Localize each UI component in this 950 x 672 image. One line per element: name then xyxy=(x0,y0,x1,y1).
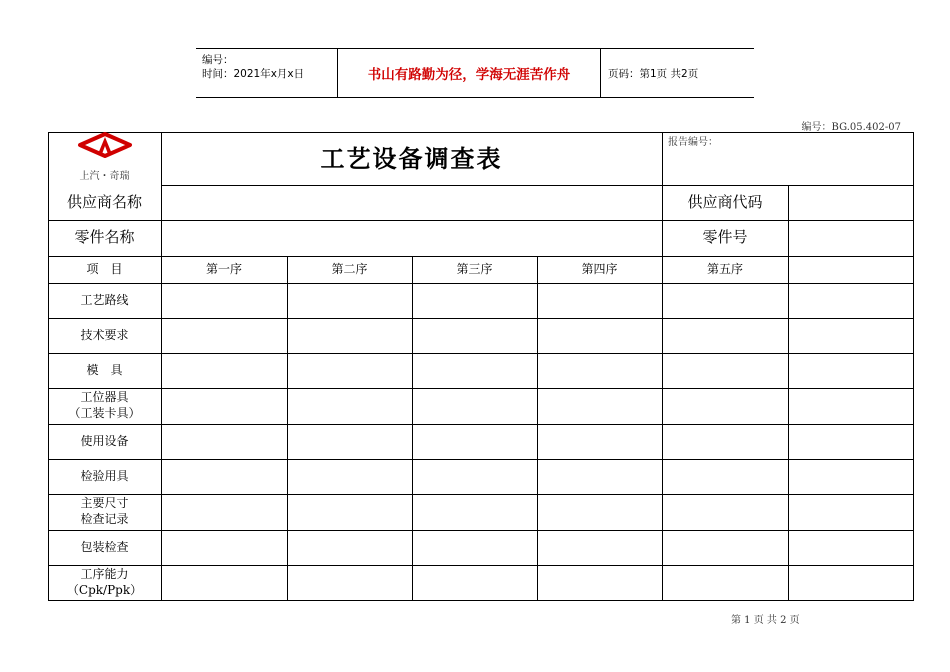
row-label-inspection-tools: 检验用具 xyxy=(80,468,129,483)
report-number-label: 报告编号： xyxy=(668,136,718,148)
row-label-equipment: 使用设备 xyxy=(80,433,129,448)
row-label-fixtures: 工位器具 （工装卡具） xyxy=(68,390,141,420)
slogan-text: 书山有路勤为径，学海无涯苦作舟 xyxy=(337,49,601,97)
process-column-header: 第三序 xyxy=(456,261,493,276)
page-indicator: 页码：第1页 共2页 xyxy=(608,67,699,80)
row-label-process-capability: 工序能力 （Cpk/Ppk） xyxy=(66,566,143,597)
equipment-survey-table xyxy=(48,132,914,601)
supplier-name-field[interactable] xyxy=(161,185,662,220)
item-column-header: 项 目 xyxy=(86,261,123,276)
process-column-header: 第五序 xyxy=(706,261,743,276)
process-column-header: 第二序 xyxy=(331,261,368,276)
header-info-cell xyxy=(196,49,337,97)
supplier-code-field[interactable] xyxy=(788,185,913,220)
document-header xyxy=(196,48,754,98)
process-column-header: 第四序 xyxy=(581,261,618,276)
number-label: 编号： xyxy=(202,54,234,66)
row-label-process-route: 工艺路线 xyxy=(80,292,129,307)
report-number-field[interactable] xyxy=(662,150,913,185)
part-name-field[interactable] xyxy=(161,220,662,256)
supplier-name-label: 供应商名称 xyxy=(66,192,142,211)
row-label-molds: 模 具 xyxy=(86,362,123,377)
blank-column-header xyxy=(788,256,913,283)
document-code: 编号：BG.05.402-07 xyxy=(801,122,901,133)
part-number-field[interactable] xyxy=(788,220,913,256)
page-footer: 第 1 页 共 2 页 xyxy=(731,615,800,626)
part-name-label: 零件名称 xyxy=(74,228,135,247)
time-text: 时间：2021年x月x日 xyxy=(202,68,305,80)
company-name: 上汽・奇瑞 xyxy=(79,170,130,182)
supplier-code-label: 供应商代码 xyxy=(687,192,763,211)
brand-logo-cell xyxy=(48,132,161,185)
row-label-dimension-records: 主要尺寸 检查记录 xyxy=(80,496,129,526)
row-label-packaging-check: 包装检查 xyxy=(80,539,129,554)
process-column-header: 第一序 xyxy=(205,261,242,276)
row-label-tech-requirements: 技术要求 xyxy=(80,327,129,342)
part-number-label: 零件号 xyxy=(702,228,748,247)
form-title: 工艺设备调查表 xyxy=(320,143,503,173)
